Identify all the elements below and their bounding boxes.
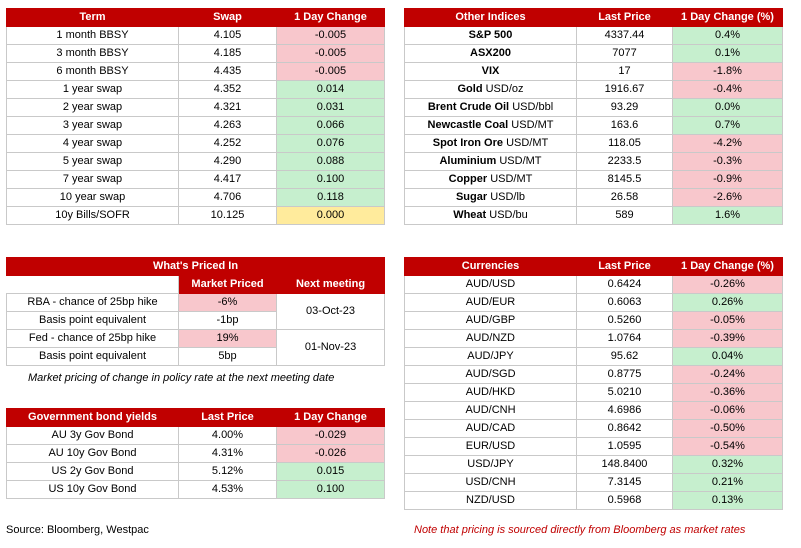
currency-pair-cell: EUR/USD xyxy=(405,438,577,456)
currency-price-cell: 148.8400 xyxy=(577,456,673,474)
swap-change-cell: 0.100 xyxy=(277,171,385,189)
currency-row xyxy=(405,456,783,474)
bond-change-cell: 0.100 xyxy=(277,481,385,499)
bond-row xyxy=(7,481,385,499)
swap-change-cell: 0.076 xyxy=(277,135,385,153)
currency-change-cell: -0.54% xyxy=(673,438,783,456)
currency-row xyxy=(405,294,783,312)
swap-row xyxy=(7,153,385,171)
swap-rate-cell: 4.290 xyxy=(179,153,277,171)
swap-change-cell: -0.005 xyxy=(277,27,385,45)
swap-row xyxy=(7,171,385,189)
currency-change-cell: 0.26% xyxy=(673,294,783,312)
priced-fed-bp-label: Basis point equivalent xyxy=(7,348,179,366)
currencies-header-row xyxy=(405,258,783,276)
swap-term-cell: 6 month BBSY xyxy=(7,63,179,81)
currency-pair-cell: AUD/USD xyxy=(405,276,577,294)
bond-row xyxy=(7,463,385,481)
currency-row xyxy=(405,402,783,420)
indices-header-name: Other Indices xyxy=(405,9,577,27)
swap-rate-cell: 4.706 xyxy=(179,189,277,207)
swap-term-cell: 10y Bills/SOFR xyxy=(7,207,179,225)
bond-price-cell: 4.53% xyxy=(179,481,277,499)
index-name-cell xyxy=(405,207,577,225)
swap-term-cell: 4 year swap xyxy=(7,135,179,153)
index-name: Brent Crude Oil xyxy=(427,101,510,113)
currency-row xyxy=(405,312,783,330)
index-name-cell xyxy=(405,117,577,135)
priced-rba-row xyxy=(7,294,385,312)
priced-header-market: Market Priced xyxy=(179,276,277,294)
currency-change-cell: -0.39% xyxy=(673,330,783,348)
currency-change-cell: 0.13% xyxy=(673,492,783,510)
swap-row xyxy=(7,45,385,63)
currency-row xyxy=(405,474,783,492)
bonds-table xyxy=(6,408,385,499)
bonds-body xyxy=(7,427,385,499)
index-name: Newcastle Coal xyxy=(427,119,509,131)
index-row xyxy=(405,45,783,63)
priced-fed-meeting: 01-Nov-23 xyxy=(277,330,385,366)
currency-change-cell: -0.05% xyxy=(673,312,783,330)
priced-fed-value: 19% xyxy=(179,330,277,348)
swap-term-cell: 3 month BBSY xyxy=(7,45,179,63)
swap-row xyxy=(7,27,385,45)
index-price-cell: 589 xyxy=(577,207,673,225)
bonds-header-name: Government bond yields xyxy=(7,409,179,427)
currency-change-cell: 0.04% xyxy=(673,348,783,366)
swap-change-cell: 0.014 xyxy=(277,81,385,99)
currency-change-cell: -0.36% xyxy=(673,384,783,402)
swap-change-cell: -0.005 xyxy=(277,45,385,63)
index-row xyxy=(405,207,783,225)
swap-rate-cell: 4.321 xyxy=(179,99,277,117)
currency-row xyxy=(405,492,783,510)
swap-rate-cell: 10.125 xyxy=(179,207,277,225)
currency-price-cell: 1.0595 xyxy=(577,438,673,456)
indices-body xyxy=(405,27,783,225)
currency-row xyxy=(405,420,783,438)
swap-term-cell: 3 year swap xyxy=(7,117,179,135)
index-change-cell: -0.3% xyxy=(673,153,783,171)
swap-header-term: Term xyxy=(7,9,179,27)
index-change-cell: -2.6% xyxy=(673,189,783,207)
swap-table xyxy=(6,8,385,225)
currency-change-cell: -0.24% xyxy=(673,366,783,384)
index-name-cell xyxy=(405,153,577,171)
index-name: VIX xyxy=(481,65,500,77)
index-row xyxy=(405,81,783,99)
currency-row xyxy=(405,384,783,402)
index-unit: USD/MT xyxy=(499,155,542,167)
currency-pair-cell: AUD/HKD xyxy=(405,384,577,402)
index-price-cell: 26.58 xyxy=(577,189,673,207)
index-price-cell: 2233.5 xyxy=(577,153,673,171)
swap-change-cell: 0.066 xyxy=(277,117,385,135)
currency-row xyxy=(405,366,783,384)
currency-price-cell: 0.5260 xyxy=(577,312,673,330)
currency-pair-cell: AUD/EUR xyxy=(405,294,577,312)
currency-price-cell: 1.0764 xyxy=(577,330,673,348)
swap-rate-cell: 4.417 xyxy=(179,171,277,189)
bonds-header-row xyxy=(7,409,385,427)
swap-rate-cell: 4.352 xyxy=(179,81,277,99)
swap-rate-cell: 4.105 xyxy=(179,27,277,45)
index-change-cell: 0.1% xyxy=(673,45,783,63)
swap-rate-cell: 4.252 xyxy=(179,135,277,153)
index-name: Copper xyxy=(448,173,488,185)
currency-change-cell: -0.26% xyxy=(673,276,783,294)
priced-header-row xyxy=(7,276,385,294)
index-price-cell: 17 xyxy=(577,63,673,81)
swap-body xyxy=(7,27,385,225)
currency-change-cell: 0.32% xyxy=(673,456,783,474)
index-change-cell: 0.0% xyxy=(673,99,783,117)
currencies-note: Note that pricing is sourced directly from Bloomberg as market rates xyxy=(414,524,746,536)
priced-fed-row xyxy=(7,330,385,348)
index-change-cell: -0.9% xyxy=(673,171,783,189)
indices-header-change: 1 Day Change (%) xyxy=(673,9,783,27)
currencies-header-change: 1 Day Change (%) xyxy=(673,258,783,276)
bond-name-cell: AU 10y Gov Bond xyxy=(7,445,179,463)
index-name-cell xyxy=(405,45,577,63)
currencies-header-pair: Currencies xyxy=(405,258,577,276)
bond-row xyxy=(7,427,385,445)
swap-term-cell: 7 year swap xyxy=(7,171,179,189)
swap-change-cell: -0.005 xyxy=(277,63,385,81)
index-price-cell: 8145.5 xyxy=(577,171,673,189)
index-name-cell xyxy=(405,99,577,117)
index-name-cell xyxy=(405,81,577,99)
index-name-cell xyxy=(405,135,577,153)
currency-pair-cell: AUD/NZD xyxy=(405,330,577,348)
priced-header-meeting: Next meeting xyxy=(277,276,385,294)
priced-fed-bp-value: 5bp xyxy=(179,348,277,366)
swap-row xyxy=(7,207,385,225)
currency-price-cell: 0.8775 xyxy=(577,366,673,384)
swap-term-cell: 5 year swap xyxy=(7,153,179,171)
currency-price-cell: 7.3145 xyxy=(577,474,673,492)
swap-row xyxy=(7,189,385,207)
index-change-cell: -0.4% xyxy=(673,81,783,99)
index-row xyxy=(405,27,783,45)
currencies-body xyxy=(405,276,783,510)
currency-change-cell: -0.06% xyxy=(673,402,783,420)
swap-rate-cell: 4.263 xyxy=(179,117,277,135)
priced-title-row xyxy=(7,258,385,276)
index-price-cell: 4337.44 xyxy=(577,27,673,45)
swap-header-change: 1 Day Change xyxy=(277,9,385,27)
priced-rba-meeting: 03-Oct-23 xyxy=(277,294,385,330)
index-name-cell xyxy=(405,171,577,189)
indices-table xyxy=(404,8,783,225)
swap-header-row xyxy=(7,9,385,27)
currency-pair-cell: AUD/CAD xyxy=(405,420,577,438)
bond-price-cell: 4.31% xyxy=(179,445,277,463)
currency-row xyxy=(405,438,783,456)
index-name: S&P 500 xyxy=(468,29,513,41)
index-unit: USD/bbl xyxy=(512,101,554,113)
swap-row xyxy=(7,117,385,135)
swap-rate-cell: 4.435 xyxy=(179,63,277,81)
swap-term-cell: 10 year swap xyxy=(7,189,179,207)
index-unit: USD/MT xyxy=(490,173,533,185)
swap-row xyxy=(7,99,385,117)
currency-row xyxy=(405,348,783,366)
index-change-cell: 1.6% xyxy=(673,207,783,225)
currency-row xyxy=(405,330,783,348)
bond-change-cell: 0.015 xyxy=(277,463,385,481)
currency-change-cell: 0.21% xyxy=(673,474,783,492)
bond-change-cell: -0.026 xyxy=(277,445,385,463)
currency-price-cell: 0.6063 xyxy=(577,294,673,312)
currency-price-cell: 95.62 xyxy=(577,348,673,366)
index-name: Aluminium xyxy=(439,155,497,167)
priced-title: What's Priced In xyxy=(7,258,385,276)
currency-price-cell: 4.6986 xyxy=(577,402,673,420)
index-row xyxy=(405,117,783,135)
currency-pair-cell: AUD/SGD xyxy=(405,366,577,384)
index-unit: USD/MT xyxy=(506,137,549,149)
swap-change-cell: 0.118 xyxy=(277,189,385,207)
index-price-cell: 118.05 xyxy=(577,135,673,153)
index-name: Spot Iron Ore xyxy=(432,137,504,149)
priced-rba-bp-label: Basis point equivalent xyxy=(7,312,179,330)
swap-change-cell: 0.088 xyxy=(277,153,385,171)
bond-name-cell: US 10y Gov Bond xyxy=(7,481,179,499)
swap-term-cell: 2 year swap xyxy=(7,99,179,117)
bond-price-cell: 5.12% xyxy=(179,463,277,481)
swap-rate-cell: 4.185 xyxy=(179,45,277,63)
priced-note: Market pricing of change in policy rate at the next meeting date xyxy=(28,372,335,384)
currency-price-cell: 0.8642 xyxy=(577,420,673,438)
currency-pair-cell: USD/CNH xyxy=(405,474,577,492)
swap-header-swap: Swap xyxy=(179,9,277,27)
index-name: Sugar xyxy=(455,191,488,203)
index-unit: USD/MT xyxy=(511,119,554,131)
currency-price-cell: 0.5968 xyxy=(577,492,673,510)
swap-row xyxy=(7,81,385,99)
index-row xyxy=(405,153,783,171)
swap-change-cell: 0.031 xyxy=(277,99,385,117)
currency-price-cell: 0.6424 xyxy=(577,276,673,294)
index-name-cell xyxy=(405,63,577,81)
index-change-cell: 0.7% xyxy=(673,117,783,135)
indices-header-price: Last Price xyxy=(577,9,673,27)
bond-name-cell: AU 3y Gov Bond xyxy=(7,427,179,445)
index-price-cell: 1916.67 xyxy=(577,81,673,99)
index-row xyxy=(405,171,783,189)
currency-pair-cell: USD/JPY xyxy=(405,456,577,474)
currencies-table xyxy=(404,257,783,510)
swap-term-cell: 1 month BBSY xyxy=(7,27,179,45)
index-name-cell xyxy=(405,27,577,45)
priced-table xyxy=(6,257,385,366)
bond-row xyxy=(7,445,385,463)
bond-price-cell: 4.00% xyxy=(179,427,277,445)
index-change-cell: 0.4% xyxy=(673,27,783,45)
priced-rba-bp-value: -1bp xyxy=(179,312,277,330)
currency-price-cell: 5.0210 xyxy=(577,384,673,402)
index-name: Gold xyxy=(457,83,483,95)
index-change-cell: -4.2% xyxy=(673,135,783,153)
index-price-cell: 7077 xyxy=(577,45,673,63)
indices-header-row xyxy=(405,9,783,27)
index-unit: USD/oz xyxy=(485,83,524,95)
bond-change-cell: -0.029 xyxy=(277,427,385,445)
currency-pair-cell: AUD/CNH xyxy=(405,402,577,420)
bond-name-cell: US 2y Gov Bond xyxy=(7,463,179,481)
priced-rba-value: -6% xyxy=(179,294,277,312)
index-name: ASX200 xyxy=(470,47,511,59)
index-price-cell: 93.29 xyxy=(577,99,673,117)
source-text: Source: Bloomberg, Westpac xyxy=(6,524,149,536)
index-row xyxy=(405,189,783,207)
priced-rba-label: RBA - chance of 25bp hike xyxy=(7,294,179,312)
currencies-header-price: Last Price xyxy=(577,258,673,276)
priced-fed-label: Fed - chance of 25bp hike xyxy=(7,330,179,348)
currency-pair-cell: NZD/USD xyxy=(405,492,577,510)
index-row xyxy=(405,63,783,81)
bonds-header-price: Last Price xyxy=(179,409,277,427)
index-row xyxy=(405,135,783,153)
swap-row xyxy=(7,135,385,153)
index-name-cell xyxy=(405,189,577,207)
index-name: Wheat xyxy=(453,209,487,221)
index-price-cell: 163.6 xyxy=(577,117,673,135)
index-change-cell: -1.8% xyxy=(673,63,783,81)
currency-row xyxy=(405,276,783,294)
index-unit: USD/bu xyxy=(489,209,528,221)
currency-pair-cell: AUD/JPY xyxy=(405,348,577,366)
currency-change-cell: -0.50% xyxy=(673,420,783,438)
swap-row xyxy=(7,63,385,81)
priced-blank-cell xyxy=(7,276,179,294)
swap-term-cell: 1 year swap xyxy=(7,81,179,99)
index-unit: USD/lb xyxy=(490,191,526,203)
currency-pair-cell: AUD/GBP xyxy=(405,312,577,330)
swap-change-cell: 0.000 xyxy=(277,207,385,225)
index-row xyxy=(405,99,783,117)
bonds-header-change: 1 Day Change xyxy=(277,409,385,427)
